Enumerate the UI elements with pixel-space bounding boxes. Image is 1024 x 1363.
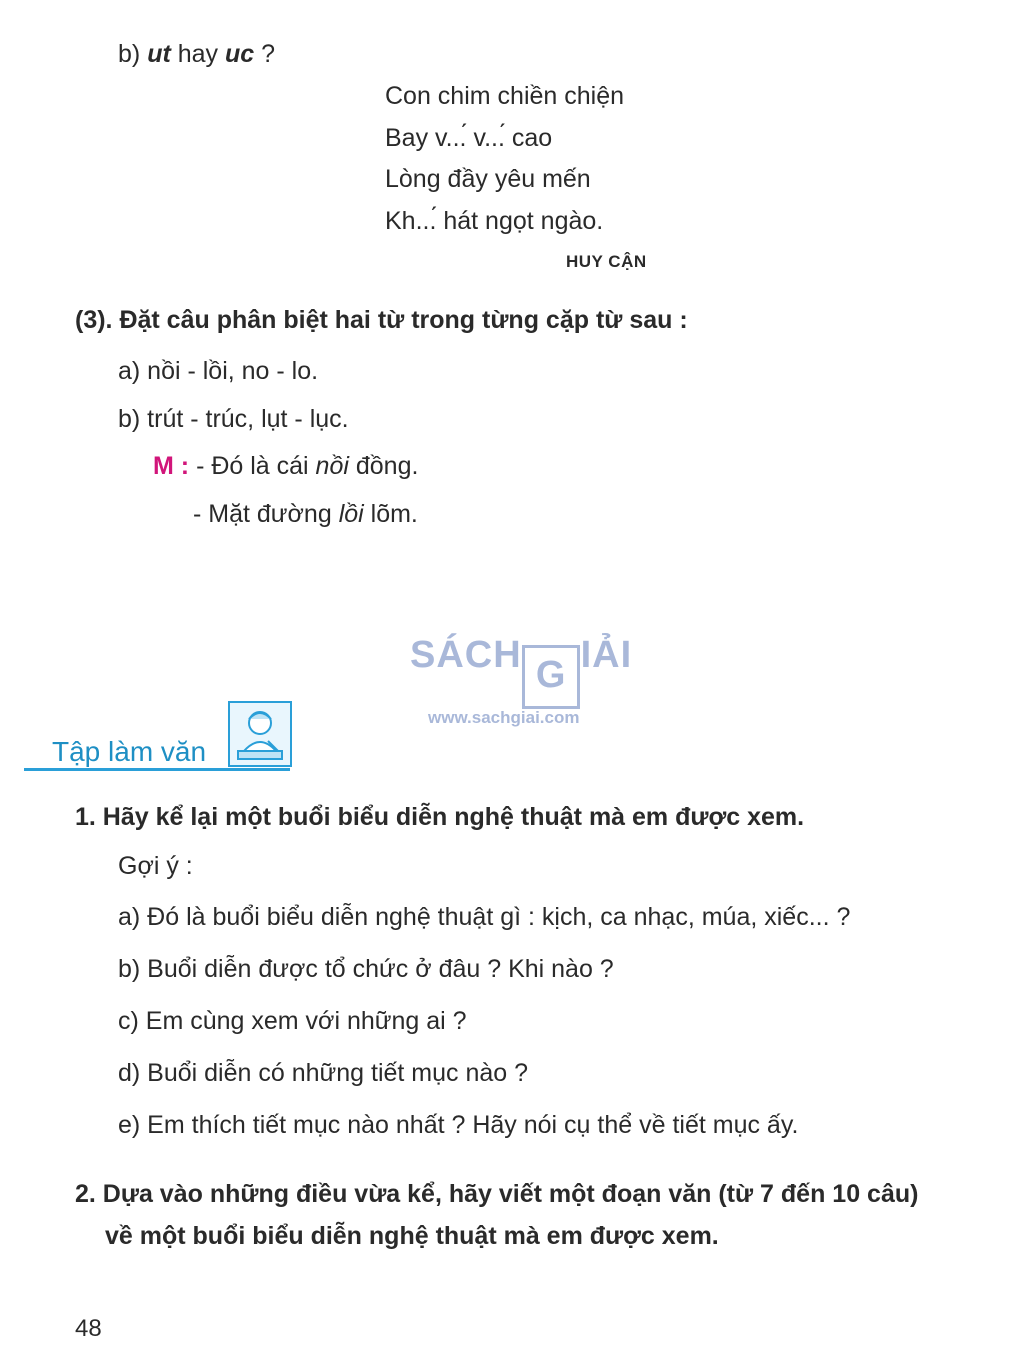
poem-author: HUY CẬN [566,252,647,271]
exercise-3-b: b) trút - trúc, lụt - lục. [118,405,349,433]
task-2-line-2: về một buổi biểu diễn nghệ thuật mà em được xem. [105,1222,719,1250]
child-writing-icon [228,701,292,767]
part-b-heading: b) ut hay uc ? [118,40,276,68]
poem-line-3: Lòng đầy yêu mến [385,165,591,193]
watermark-url: www.sachgiai.com [428,708,580,727]
poem-line-4: Kh...́ hát ngọt ngào. [385,207,604,235]
exercise-3-heading: (3). Đặt câu phân biệt hai từ trong từng cặp từ sau : [75,306,688,334]
model-label: M : [153,452,190,480]
hint-d: d) Buổi diễn có những tiết mục nào ? [118,1059,529,1087]
poem-line-2: Bay v...́ v...́ cao [385,124,553,152]
model-example-1: M : - Đó là cái nồi đồng. [153,452,419,480]
hint-c: c) Em cùng xem với những ai ? [118,1007,467,1035]
hint-e: e) Em thích tiết mục nào nhất ? Hãy nói cụ thể về tiết mục ấy. [118,1111,799,1139]
hint-label: Gợi ý : [118,852,193,880]
watermark-g-box: G [522,645,580,709]
task-1-heading: 1. Hãy kể lại một buổi biểu diễn nghệ thuật mà em được xem. [75,803,805,831]
exercise-3-a: a) nồi - lồi, no - lo. [118,357,319,385]
model-example-2: - Mặt đường lồi lõm. [193,500,418,528]
watermark-logo: SÁCH G IẢI [410,634,632,709]
poem-line-1: Con chim chiền chiện [385,82,625,110]
hint-a: a) Đó là buổi biểu diễn nghệ thuật gì : kịch, ca nhạc, múa, xiếc... ? [118,903,851,931]
hint-b: b) Buổi diễn được tổ chức ở đâu ? Khi nào ? [118,955,614,983]
task-2-line-1: 2. Dựa vào những điều vừa kể, hãy viết một đoạn văn (từ 7 đến 10 câu) [75,1180,919,1208]
section-title: Tập làm văn [52,736,207,767]
page-number: 48 [75,1315,102,1342]
